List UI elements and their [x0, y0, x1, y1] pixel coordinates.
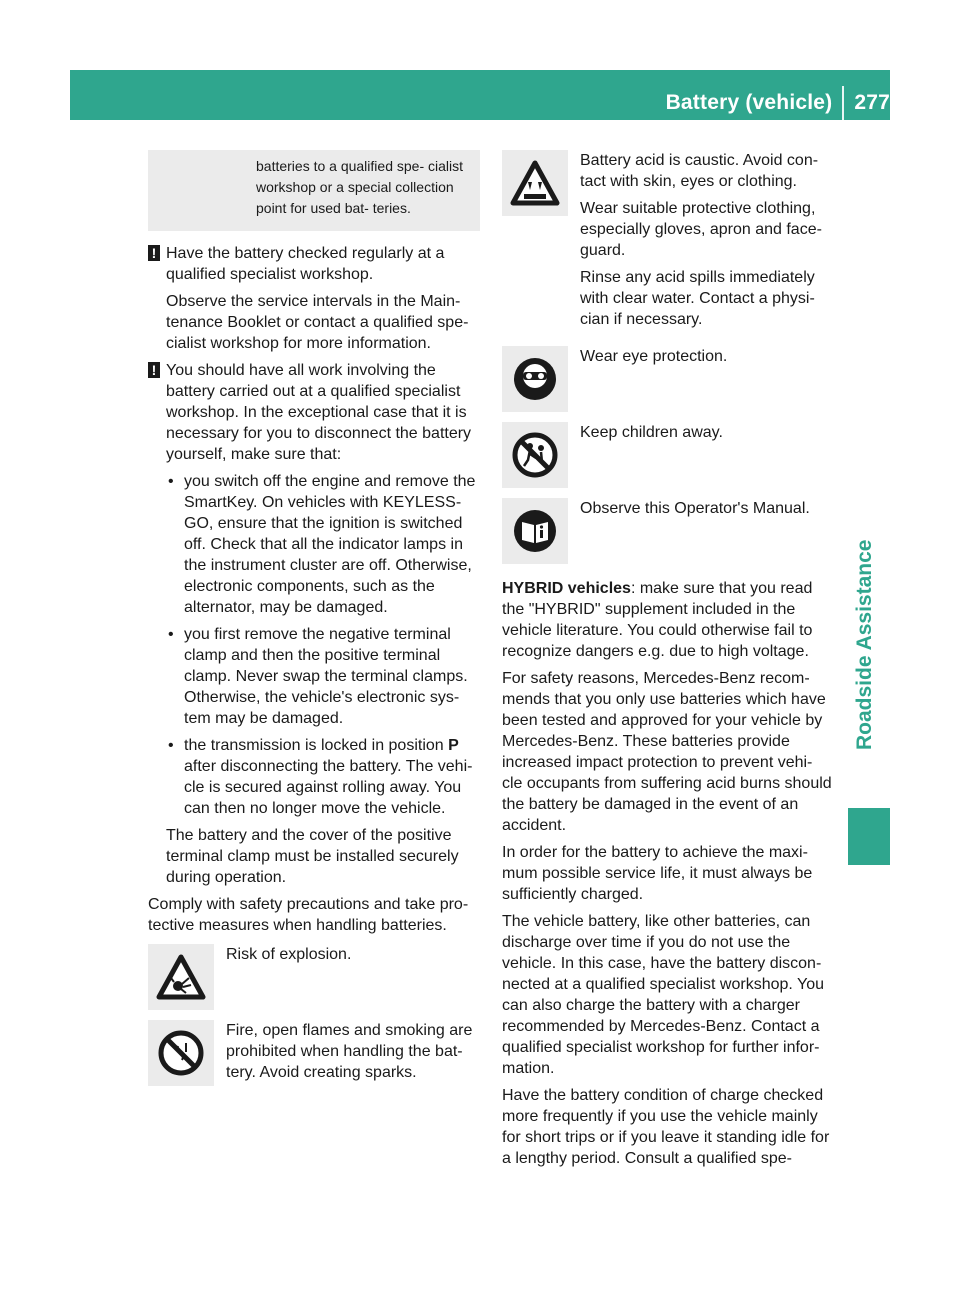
explosion-icon — [148, 944, 214, 1010]
manual-text: Observe this Operator's Manual. — [580, 500, 810, 517]
bullet-dot: • — [168, 737, 174, 754]
fire-text: Fire, open flames and smoking are prohibited when handling the bat- tery. Avoid creating sparks. — [226, 1022, 473, 1081]
disposal-note-text: batteries to a qualified spe- cialist workshop or a special collection point for used bat- teries. — [256, 158, 463, 216]
warning-text: Have the battery checked regularly at a qualified specialist workshop. — [166, 245, 445, 283]
corrosive-icon — [502, 150, 568, 216]
warning-battery-check — [148, 243, 480, 354]
left-column — [148, 150, 480, 1096]
list-item — [148, 471, 480, 618]
warning-workshop — [148, 360, 480, 465]
side-tab-marker — [848, 808, 890, 865]
hybrid-label: HYBRID vehicles — [502, 580, 631, 597]
list-item-text: you switch off the engine and remove the SmartKey. On vehicles with KEYLESS- GO, ensure that the ignition is switched off. Check that all the indicator lamps in the instrument cluster are off. Otherwise, electronic components, such as the alternator, may be damaged. — [184, 473, 476, 616]
acid-text-block — [580, 150, 834, 336]
paragraph: The vehicle battery, like other batteries, can discharge over time if you do not use the vehicle. In this case, have the battery discon- nected at a qualified specialist workshop. You can also charge the battery with a charger recommended by Mercedes-Benz. Contact a qualified specialist workshop for further infor- mation. — [502, 913, 824, 1077]
comply-text: Comply with safety precautions and take pro- tective measures when handling batteries. — [148, 896, 469, 934]
eye-protection-icon — [502, 346, 568, 412]
list-item — [148, 624, 480, 729]
bullet-dot: • — [168, 626, 174, 643]
paragraph: Have the battery condition of charge checked more frequently if you use the vehicle mainly for short trips or if you leave it standing idle for a lengthy period. Consult a qualified spe- — [502, 1087, 830, 1167]
warning-icon: ! — [148, 362, 160, 378]
disposal-note-box — [148, 150, 480, 231]
warning-text: You should have all work involving the battery carried out at a qualified specialist workshop. In the exceptional case that it is necessary for you to disconnect the battery yourself, make sure that: — [166, 362, 472, 463]
children-text: Keep children away. — [580, 424, 723, 441]
operators-manual-icon — [502, 498, 568, 564]
symbol-row-eye — [502, 346, 834, 412]
eye-text: Wear eye protection. — [580, 348, 728, 365]
warning-icon: ! — [148, 245, 160, 261]
right-column — [502, 150, 834, 1175]
acid-text: Rinse any acid spills immediately with clear water. Contact a physi- cian if necessary. — [580, 269, 815, 328]
list-item-text-post: after disconnecting the battery. The vehi- cle is secured against rolling away. You can then no longer move the vehicle. — [184, 758, 473, 817]
acid-text: Wear suitable protective clothing, especially gloves, apron and face- guard. — [580, 200, 822, 259]
section-title: Battery (vehicle) — [665, 91, 833, 114]
bullet-dot: • — [168, 473, 174, 490]
list-item-text: you first remove the negative terminal clamp and then the positive terminal clamp. Never swap the terminal clamps. Otherwise, the vehicle's electronic sys- tem may be damaged. — [184, 626, 468, 727]
list-item — [148, 735, 480, 819]
acid-text: Battery acid is caustic. Avoid con- tact with skin, eyes or clothing. — [580, 152, 819, 190]
header-divider — [842, 86, 844, 120]
warning-text-2: Observe the service intervals in the Main- tenance Booklet or contact a qualified spe- cialist workshop for more information. — [166, 293, 469, 352]
symbol-row-manual — [502, 498, 834, 564]
symbol-row-children — [502, 422, 834, 488]
keep-children-away-icon — [502, 422, 568, 488]
header — [666, 86, 890, 120]
explosion-text: Risk of explosion. — [226, 946, 352, 963]
symbol-row-explosion — [148, 944, 480, 1010]
paragraph: In order for the battery to achieve the maxi- mum possible service life, it must always be sufficiently charged. — [502, 844, 813, 903]
page-number: 277 — [854, 91, 890, 114]
position-p: P — [448, 737, 459, 754]
list-item-text-pre: the transmission is locked in position — [184, 737, 449, 754]
hybrid-paragraph — [502, 578, 834, 662]
side-tab-label: Roadside Assistance — [853, 539, 876, 750]
hybrid-text: : make sure that you read the "HYBRID" supplement included in the vehicle literature. You could otherwise fail to recognize dangers e.g. due to high voltage. — [502, 580, 813, 660]
symbol-row-fire — [148, 1020, 480, 1086]
no-fire-icon — [148, 1020, 214, 1086]
closing-text: The battery and the cover of the positive terminal clamp must be installed securely during operation. — [166, 827, 459, 886]
symbol-row-acid — [502, 150, 834, 336]
paragraph: For safety reasons, Mercedes-Benz recom- mends that you only use batteries which have been tested and approved for your vehicle by Mercedes-Benz. These batteries provide increased impact protection to prevent vehi- cle occupants from suffering acid burns should the battery be damaged in the event of an accident. — [502, 670, 832, 834]
